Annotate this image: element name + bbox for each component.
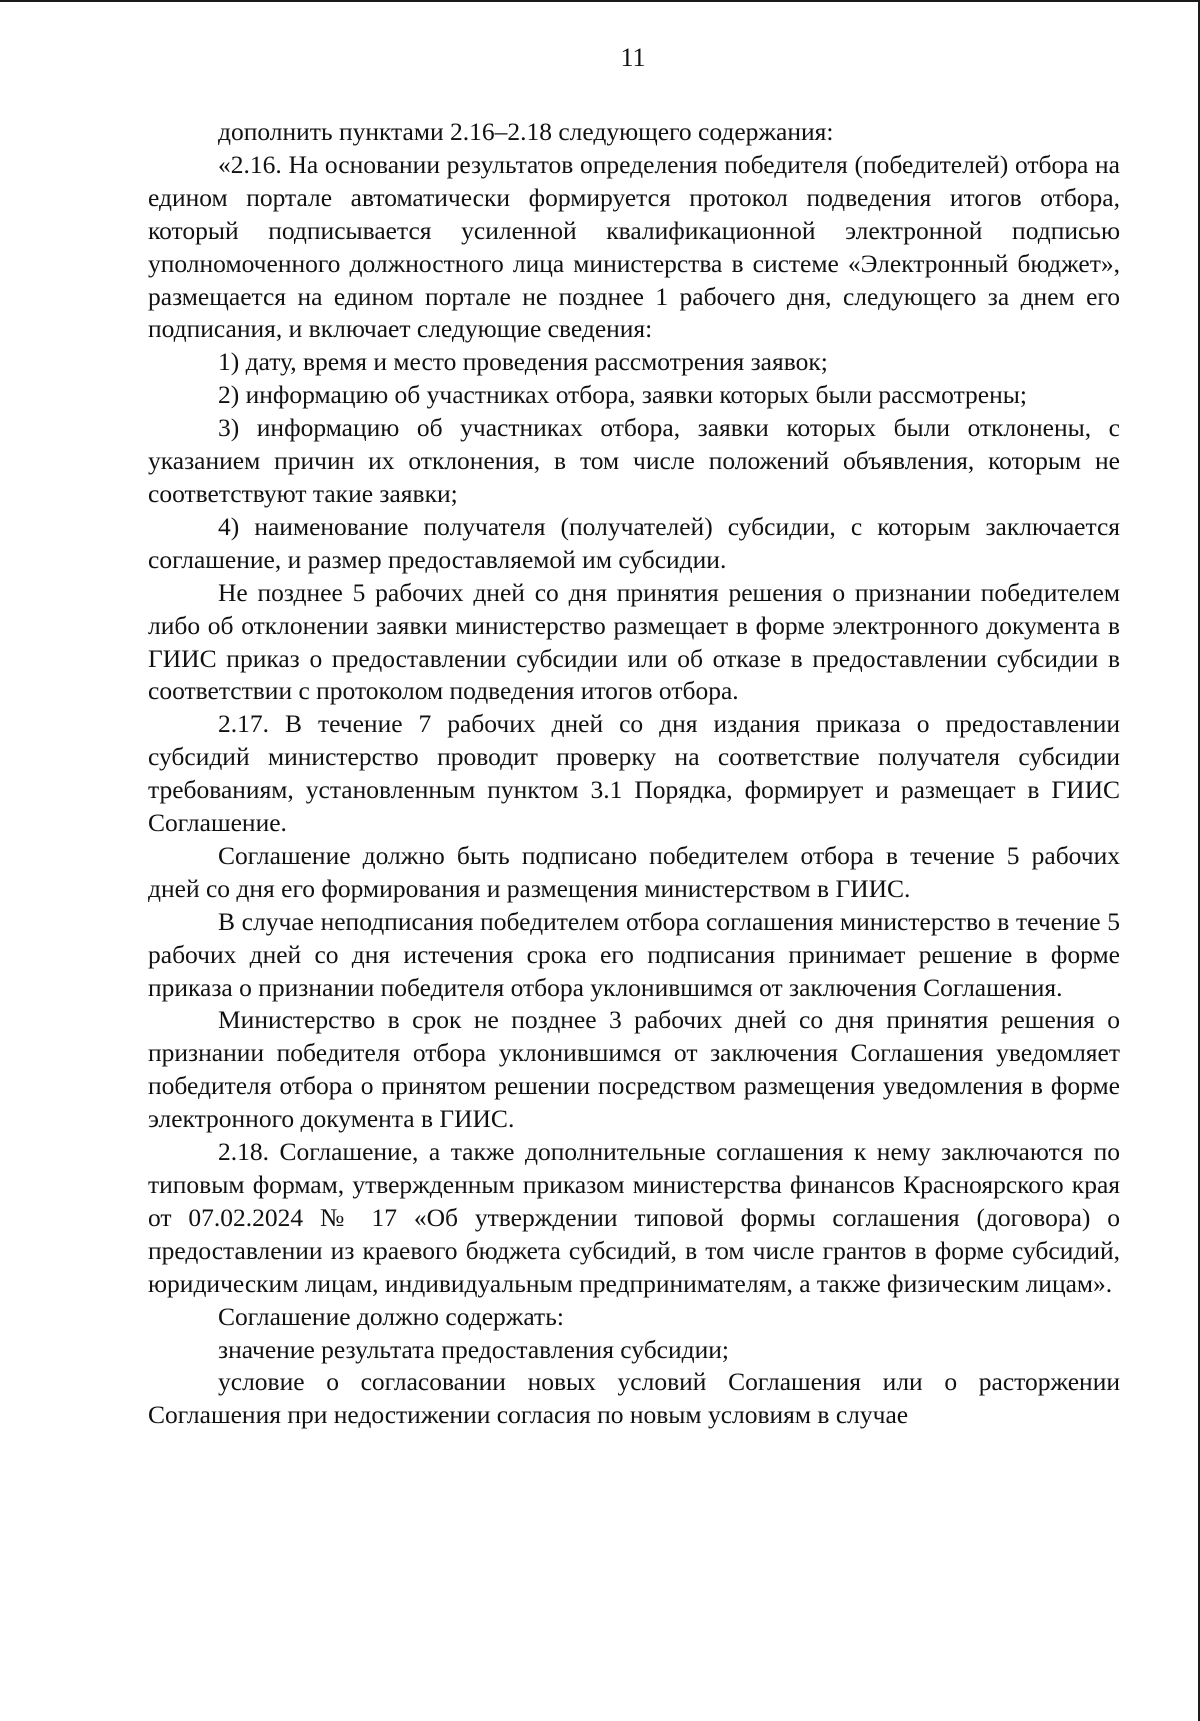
list-item-2: 2) информацию об участниках отбора, заявки которых были рассмотрены;: [218, 380, 1027, 410]
document-body: [148, 116, 1120, 1432]
paragraph-result-value: значение результата предоставления субсидии;: [218, 1334, 729, 1364]
paragraph-2-17: 2.17. В течение 7 рабочих дней со дня издания приказа о предоставлении субсидий министерство проводит проверку на соответствие получателя субсидии требованиям, установленным пунктом 3.1 Порядка, формирует и размещает в ГИИС Соглашение.: [148, 709, 1120, 838]
page-number: 11: [620, 43, 646, 72]
page-top-border: [0, 0, 1200, 2]
paragraph-agreement-signing: Соглашение должно быть подписано победителем отбора в течение 5 рабочих дней со дня его формирования и размещения министерством в ГИИС.: [148, 840, 1120, 903]
paragraph-non-signing: В случае неподписания победителем отбора соглашения министерство в течение 5 рабочих дней со дня истечения срока его подписания принимает решение в форме приказа о признании победителя отбора уклонившимся от заключения Соглашения.: [148, 906, 1120, 1002]
paragraph-2-18: 2.18. Соглашение, а также дополнительные соглашения к нему заключаются по типовым формам, утвержденным приказом министерства финансов Красноярского края от 07.02.2024 № 17 «Об утверждении типовой формы соглашения (договора) о предоставлении из краевого бюджета субсидий, в том числе грантов в форме субсидий, юридическим лицам, индивидуальным предпринимателям, а также физическим лицам».: [148, 1137, 1120, 1298]
paragraph-2-16: «2.16. На основании результатов определения победителя (победителей) отбора на едином портале автоматически формируется протокол подведения итогов отбора, который подписывается усиленной квалификационной электронной подписью уполномоченного должностного лица министерства в системе «Электронный бюджет», размещается на едином портале не позднее 1 рабочего дня, следующего за днем его подписания, и включает следующие сведения:: [148, 149, 1120, 344]
paragraph-deadline-5-days: Не позднее 5 рабочих дней со дня принятия решения о признании победителем либо об отклонении заявки министерство размещает в форме электронного документа в ГИИС приказ о предоставлении субсидии или об отказе в предоставлении субсидии в соответствии с протоколом подведения итогов отбора.: [148, 577, 1120, 706]
list-item-1: 1) дату, время и место проведения рассмотрения заявок;: [218, 347, 828, 377]
list-item-3: 3) информацию об участниках отбора, заявки которых были отклонены, с указанием причин их отклонения, в том числе положений объявления, которым не соответствуют такие заявки;: [148, 413, 1120, 508]
paragraph-new-conditions: условие о согласовании новых условий Соглашения или о расторжении Соглашения при недостижении согласия по новым условиям в случае: [148, 1367, 1120, 1430]
paragraph-notification: Министерство в срок не позднее 3 рабочих дней со дня принятия решения о признании победителя отбора уклонившимся от заключения Соглашения уведомляет победителя отбора о принятом решении посредством размещения уведомления в форме электронного документа в ГИИС.: [148, 1005, 1120, 1134]
paragraph-intro: дополнить пунктами 2.16–2.18 следующего содержания:: [218, 117, 834, 146]
list-item-4: 4) наименование получателя (получателей) субсидии, с которым заключается соглашение, и размер предоставляемой им субсидии.: [148, 511, 1120, 574]
paragraph-agreement-contents: Соглашение должно содержать:: [218, 1301, 564, 1331]
